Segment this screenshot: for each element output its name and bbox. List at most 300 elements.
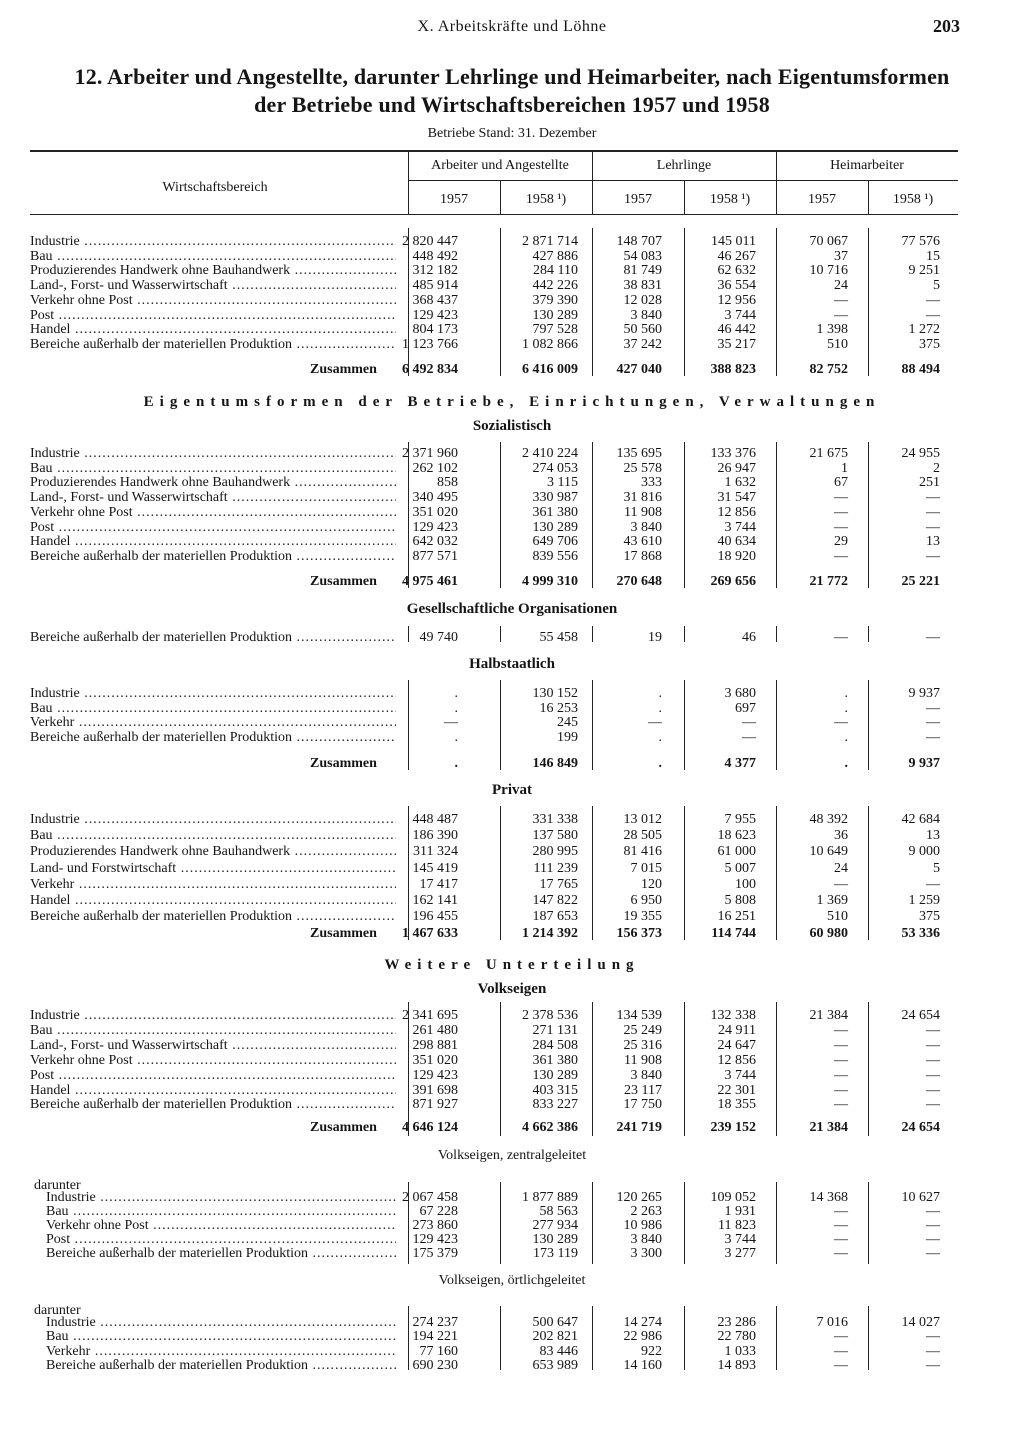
cell-value: — [834,1037,848,1053]
cell-value: 11 908 [624,504,662,520]
cell-value: 15 [926,248,940,264]
row-label: Bereiche außerhalb der materiellen Produktion ..... [30,730,396,745]
cell-value: — [926,630,940,645]
cell-value: 100 [735,876,756,892]
cell-value: — [926,1067,940,1083]
table-row [0,1190,1024,1205]
total-row [0,574,1024,589]
cell-value: 120 265 [616,1190,662,1205]
cell-value: 351 020 [412,504,458,520]
cell-value: 485 914 [412,278,458,294]
cell-value: 130 289 [532,1231,578,1247]
year-header: 1957 [440,192,468,207]
cell-value: 135 695 [616,446,662,461]
cell-value: 61 000 [717,844,756,860]
cell-value: — [926,548,940,564]
table-row [0,475,1024,490]
cell-value: 18 920 [717,548,756,564]
table-row [0,1204,1024,1219]
cell-value: 2 410 224 [522,446,578,461]
table-row [0,534,1024,549]
cell-value: 81 749 [623,263,662,279]
row-label: Bau ..... [30,701,396,716]
cell-value: 2 341 695 [402,1008,458,1023]
cell-value: 375 [919,336,940,352]
row-label: Produzierendes Handwerk ohne Bauhandwerk ..... [30,844,396,859]
prefix-label: darunter [34,1178,81,1193]
cell-value: 2 871 714 [522,234,578,249]
row-label: Verkehr ohne Post ..... [30,293,396,308]
row-label: Bau ..... [30,1023,396,1038]
cell-value: 3 840 [630,519,662,535]
table-row [0,520,1024,535]
cell-value: 42 684 [901,812,940,827]
table-row [0,1038,1024,1053]
cell-value: — [926,1357,940,1373]
row-label: Industrie ..... [30,812,396,827]
cell-value: — [742,730,756,746]
cell-value: 83 446 [539,1343,578,1359]
cell-value: 391 698 [412,1082,458,1098]
table-row [0,263,1024,278]
row-label: Post ..... [46,1232,396,1247]
total-value: 24 654 [901,1120,940,1135]
total-label: Zusammen [310,756,377,771]
row-label: Bau ..... [30,461,396,476]
row-label: Bau ..... [30,249,396,264]
cell-value: 351 020 [412,1052,458,1068]
cell-value: 29 [834,534,848,550]
table-row [0,686,1024,701]
cell-value: 2 [933,460,940,476]
cell-value: 312 182 [412,263,458,279]
cell-value: 261 480 [412,1022,458,1038]
cell-value: 9 937 [908,686,940,701]
table-row [0,549,1024,564]
cell-value: 36 [834,828,848,844]
cell-value: — [834,519,848,535]
cell-value: 18 355 [717,1097,756,1113]
table-row [0,322,1024,337]
cell-value: 175 379 [412,1245,458,1261]
column-header-block [0,0,1024,230]
total-value: . [454,756,458,771]
cell-value: 40 634 [717,534,756,550]
table-row [0,909,1024,924]
cell-value: 23 117 [624,1082,662,1098]
row-label: Bereiche außerhalb der materiellen Produktion ..... [30,1097,396,1112]
total-value: 114 744 [711,926,756,941]
total-value: 4 646 124 [402,1120,458,1135]
cell-value: 271 131 [532,1022,578,1038]
cell-value: . [658,686,662,701]
row-label: Bau ..... [30,828,396,843]
cell-value: — [926,715,940,731]
cell-value: 9 251 [908,263,940,279]
cell-value: 31 547 [717,490,756,506]
row-label: Industrie ..... [30,234,396,249]
cell-value: — [926,504,940,520]
year-header: 1958 ¹) [709,192,751,207]
cell-value: 77 160 [419,1343,458,1359]
row-label: Verkehr ohne Post ..... [46,1218,396,1233]
total-row [0,926,1024,941]
table-subtitle: Betriebe Stand: 31. Dezember [427,126,597,141]
row-label: Verkehr ..... [30,877,396,892]
cell-value: 333 [641,475,662,491]
cell-value: 31 816 [623,490,662,506]
table-row [0,337,1024,352]
year-header: 1957 [808,192,836,207]
cell-value: 38 831 [623,278,662,294]
section-heading: Eigentumsformen der Betriebe, Einrichtungen, Verwaltungen [143,394,881,410]
total-value: . [844,756,848,771]
cell-value: 2 820 447 [402,234,458,249]
total-row [0,756,1024,771]
header-bottom-rule [30,214,958,215]
total-value: 427 040 [616,362,662,377]
top-rule [30,150,958,152]
row-label: Industrie ..... [30,686,396,701]
table-row [0,630,1024,645]
cell-value: 649 706 [532,534,578,550]
cell-value: 130 289 [532,1067,578,1083]
cell-value: 43 610 [623,534,662,550]
cell-value: — [926,519,940,535]
cell-value: — [834,1357,848,1373]
cell-value: — [834,1082,848,1098]
cell-value: — [834,715,848,731]
cell-value: 130 152 [532,686,578,701]
cell-value: — [926,1245,940,1261]
cell-value: 46 442 [717,322,756,338]
table-row [0,828,1024,843]
cell-value: 19 [648,630,662,645]
cell-value: 129 423 [412,1231,458,1247]
cell-value: 375 [919,909,940,925]
cell-value: 145 419 [412,860,458,876]
cell-value: 3 744 [724,307,756,323]
total-row [0,1120,1024,1135]
cell-value: 162 141 [412,893,458,908]
cell-value: 35 217 [717,336,756,352]
table-row [0,1344,1024,1359]
year-header: 1958 ¹) [892,192,934,207]
table-row [0,893,1024,908]
cell-value: 67 228 [419,1203,458,1219]
cell-value: 24 955 [901,446,940,461]
cell-value: 403 315 [532,1082,578,1098]
cell-value: 129 423 [412,307,458,323]
cell-value: 77 576 [901,234,940,249]
table-row [0,1315,1024,1330]
cell-value: 109 052 [710,1190,756,1205]
cell-value: 111 239 [533,860,578,876]
table-row [0,1023,1024,1038]
section-subheading: Halbstaatlich [469,656,555,672]
cell-value: 361 380 [532,1052,578,1068]
row-label: Industrie ..... [30,1008,396,1023]
cell-value: 448 492 [412,248,458,264]
table-row [0,234,1024,249]
row-label: Handel ..... [30,893,396,908]
total-value: 1 214 392 [522,926,578,941]
cell-value: 2 371 960 [402,446,458,461]
cell-value: 12 028 [623,292,662,308]
cell-value: 3 744 [724,1067,756,1083]
section-subheading: Volkseigen, örtlichgeleitet [438,1273,586,1288]
group-header: Arbeiter und Angestellte [431,158,569,173]
cell-value: 10 627 [901,1190,940,1205]
cell-value: 16 251 [717,909,756,925]
row-label: Handel ..... [30,534,396,549]
cell-value: 67 [834,475,848,491]
cell-value: 368 437 [412,292,458,308]
cell-value: 37 242 [623,336,662,352]
row-label: Produzierendes Handwerk ohne Bauhandwerk ..... [30,263,396,278]
cell-value: 81 416 [623,844,662,860]
cell-value: 3 840 [630,1067,662,1083]
cell-value: 361 380 [532,504,578,520]
cell-value: — [834,1329,848,1345]
cell-value: 58 563 [539,1203,578,1219]
table-row [0,844,1024,859]
total-value: 60 980 [809,926,848,941]
table-row [0,1053,1024,1068]
cell-value: 2 378 536 [522,1008,578,1023]
section-subheading: Volkseigen [477,981,547,997]
cell-value: 273 860 [412,1217,458,1233]
cell-value: 48 392 [809,812,848,827]
cell-value: — [834,1231,848,1247]
cell-value: — [834,1067,848,1083]
cell-value: . [844,730,848,746]
cell-value: 133 376 [710,446,756,461]
row-label: Handel ..... [30,322,396,337]
cell-value: 24 911 [718,1022,756,1038]
table-row [0,701,1024,716]
table-row [0,1097,1024,1112]
row-label: Bereiche außerhalb der materiellen Produktion ..... [30,337,396,352]
cell-value: 9 000 [908,844,940,860]
cell-value: 145 011 [711,234,756,249]
total-value: 88 494 [901,362,940,377]
cell-value: 251 [919,475,940,491]
cell-value: 3 277 [724,1245,756,1261]
cell-value: 3 744 [724,1231,756,1247]
cell-value: 330 987 [532,490,578,506]
cell-value: 6 950 [630,893,662,908]
cell-value: 23 286 [717,1315,756,1330]
row-label: Produzierendes Handwerk ohne Bauhandwerk ..... [30,475,396,490]
section-subheading: Volkseigen, zentralgeleitet [437,1148,587,1163]
table-row [0,1083,1024,1098]
cell-value: 379 390 [532,292,578,308]
total-value: 241 719 [616,1120,662,1135]
cell-value: 14 160 [623,1357,662,1373]
cell-value: 858 [437,475,458,491]
table-row [0,1008,1024,1023]
cell-value: 245 [557,715,578,731]
cell-value: 19 355 [623,909,662,925]
cell-value: — [926,307,940,323]
row-label: Post ..... [30,1068,396,1083]
table-row [0,505,1024,520]
cell-value: 3 840 [630,307,662,323]
cell-value: 510 [827,909,848,925]
total-label: Zusammen [310,574,377,589]
cell-value: — [926,1329,940,1345]
group-header: Lehrlinge [656,158,712,173]
cell-value: 262 102 [412,460,458,476]
cell-value: 500 647 [532,1315,578,1330]
prefix-label: darunter [34,1303,81,1318]
table-row [0,877,1024,892]
section-subheading: Sozialistisch [472,418,552,434]
section-subheading: Gesellschaftliche Organisationen [406,601,618,617]
row-header-label: Wirtschaftsbereich [162,180,268,195]
cell-value: 22 301 [717,1082,756,1098]
row-label: Post ..... [30,520,396,535]
cell-value: 24 647 [717,1037,756,1053]
cell-value: 277 934 [532,1217,578,1233]
cell-value: 1 [841,460,848,476]
cell-value: 202 821 [532,1329,578,1345]
cell-value: 1 931 [724,1203,756,1219]
cell-value: 1 632 [724,475,756,491]
cell-value: — [648,715,662,731]
cell-value: . [658,730,662,746]
cell-value: 797 528 [532,322,578,338]
cell-value: 3 300 [630,1245,662,1261]
page-number: 203 [933,16,960,36]
row-label: Industrie ..... [46,1315,396,1330]
cell-value: 280 995 [532,844,578,860]
group-header: Heimarbeiter [830,158,904,173]
cell-value: — [926,1097,940,1113]
total-label: Zusammen [310,1120,377,1135]
cell-value: 147 822 [532,893,578,908]
row-label: Bereiche außerhalb der materiellen Produktion ..... [30,909,396,924]
total-value: 156 373 [616,926,662,941]
cell-value: 18 623 [717,828,756,844]
cell-value: 148 707 [616,234,662,249]
cell-value: 37 [834,248,848,264]
cell-value: 62 632 [717,263,756,279]
cell-value: — [926,876,940,892]
section-heading: Weitere Unterteilung [384,957,640,973]
chapter-header: X. Arbeitskräfte und Löhne [417,18,607,35]
cell-value: 24 654 [901,1008,940,1023]
table-row [0,1232,1024,1247]
cell-value: 196 455 [412,909,458,925]
table-row [0,1246,1024,1261]
cell-value: 442 226 [532,278,578,294]
cell-value: 7 955 [724,812,756,827]
cell-value: 653 989 [532,1357,578,1373]
cell-value: — [834,1203,848,1219]
total-value: 388 823 [710,362,756,377]
cell-value: . [454,700,458,716]
total-value: 4 999 310 [522,574,578,589]
cell-value: 186 390 [412,828,458,844]
cell-value: 877 571 [412,548,458,564]
cell-value: — [926,1052,940,1068]
total-value: 21 384 [809,1120,848,1135]
row-label: Bereiche außerhalb der materiellen Produktion ..... [46,1358,396,1373]
cell-value: 25 316 [623,1037,662,1053]
table-row [0,461,1024,476]
cell-value: 26 947 [717,460,756,476]
cell-value: — [926,1082,940,1098]
row-label: Verkehr ohne Post ..... [30,1053,396,1068]
cell-value: 49 740 [419,630,458,645]
cell-value: — [926,1022,940,1038]
table-row [0,730,1024,745]
total-value: 4 975 461 [402,574,458,589]
cell-value: 2 263 [630,1203,662,1219]
table-title-line-1: 12. Arbeiter und Angestellte, darunter Lehrlinge und Heimarbeiter, nach Eigentumsformen [74,64,950,89]
cell-value: 690 230 [412,1357,458,1373]
cell-value: — [926,1037,940,1053]
table-row [0,1068,1024,1083]
total-value: 146 849 [532,756,578,771]
cell-value: 1 033 [724,1343,756,1359]
cell-value: 7 016 [816,1315,848,1330]
total-value: . [658,756,662,771]
cell-value: 134 539 [616,1008,662,1023]
row-label: Industrie ..... [30,446,396,461]
cell-value: 21 675 [809,446,848,461]
cell-value: 1 369 [816,893,848,908]
table-row [0,1329,1024,1344]
cell-value: — [834,1245,848,1261]
row-label: Land-, Forst- und Wasserwirtschaft ..... [30,490,396,505]
cell-value: 284 508 [532,1037,578,1053]
cell-value: 10 716 [809,263,848,279]
total-value: 4 662 386 [522,1120,578,1135]
cell-value: 199 [557,730,578,746]
total-value: 4 377 [724,756,756,771]
cell-value: 14 368 [809,1190,848,1205]
cell-value: 21 384 [809,1008,848,1023]
cell-value: 173 119 [533,1245,578,1261]
group-header-rule [408,180,958,181]
row-label: Land-, Forst- und Wasserwirtschaft ..... [30,1038,396,1053]
cell-value: — [834,1022,848,1038]
cell-value: . [844,700,848,716]
cell-value: — [834,490,848,506]
table-title-line-2: der Betriebe und Wirtschaftsbereichen 1957 und 1958 [254,92,770,117]
cell-value: 130 289 [532,519,578,535]
cell-value: 3 115 [547,475,578,491]
cell-value: 17 765 [539,876,578,892]
cell-value: 5 808 [724,893,756,908]
cell-value: — [834,1217,848,1233]
table-row [0,861,1024,876]
cell-value: — [926,730,940,746]
total-value: 6 492 834 [402,362,458,377]
cell-value: 130 289 [532,307,578,323]
cell-value: — [834,630,848,645]
row-label: Bereiche außerhalb der materiellen Produktion ..... [46,1246,396,1261]
section-subheading: Privat [492,782,532,798]
cell-value: 22 986 [623,1329,662,1345]
cell-value: 11 908 [624,1052,662,1068]
cell-value: 10 649 [809,844,848,860]
cell-value: 1 398 [816,322,848,338]
cell-value: 14 893 [717,1357,756,1373]
